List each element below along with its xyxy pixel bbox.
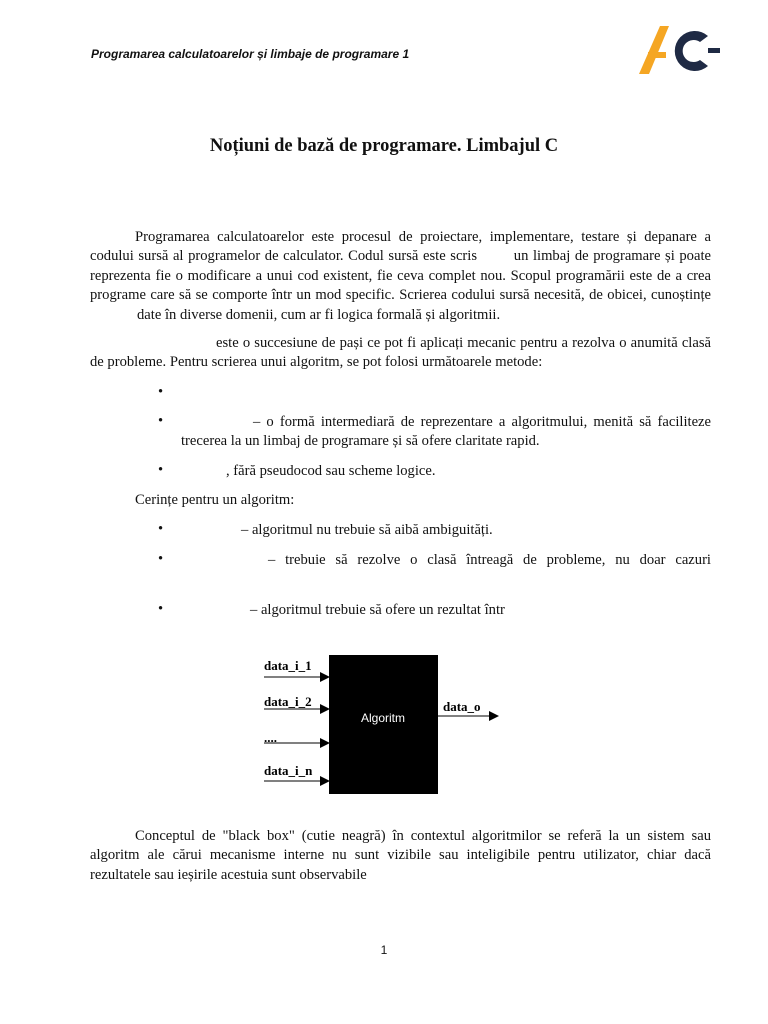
method-bullet-2: • [158,413,164,429]
black-box-paragraph [90,827,711,885]
requirements-heading: Cerințe pentru un algoritm: [135,492,295,508]
requirement-1-text: – algoritmul nu trebuie să aibă ambiguități. [241,522,493,538]
page-title: Noțiuni de bază de programare. Limbajul C [209,136,559,156]
intro-line-5: date în diverse domenii, cum ar fi logica formală și algoritmii. [137,306,501,323]
input-label-2: data_i_2 [264,694,312,709]
requirement-bullet-3: • [158,601,164,617]
black-box-diagram [262,650,502,800]
black-box-line-3: rezultatele sau ieșirile acestuia sunt observabile [90,866,367,883]
algorithm-definition [90,334,711,373]
intro-line-2: codului sursă al programelor de calculator. Codul sursă este scris un limbaj de programare și poate [90,248,711,265]
algorithm-box-label: Algoritm [360,711,406,725]
intro-line-4: programe care să se comporte într un mod specific. Scrierea codului sursă necesită, de obicei, cunoștințe [90,287,711,304]
requirement-2-text: – trebuie să rezolve o clasă întreagă de probleme, nu doar cazuri [268,552,711,568]
black-box-line-1: Conceptul de "black box" (cutie neagră) în contextul algoritmilor se referă la un sistem sau [135,828,711,844]
input-label-3: .... [264,730,277,745]
intro-line-3: reprezenta fie o modificare a unui cod existent, fie ceva complet nou. Scopul programării este de a crea [90,267,711,284]
requirement-bullet-2: • [158,551,164,567]
black-box-line-2: algoritm ale cărui mecanisme interne nu sunt vizibile sau inteligibile pentru utilizator, chiar dacă [90,847,711,864]
algorithm-def-line-2: de probleme. Pentru scrierea unui algoritm, se pot folosi următoarele metode: [90,354,543,371]
input-label-4: data_i_n [264,763,313,778]
requirement-bullet-1: • [158,521,164,537]
method-bullet-1: • [158,384,164,400]
ac-logo [636,22,722,78]
algorithm-def-line-1: este o succesiune de pași ce pot fi aplicați mecanic pentru a rezolva o anumită clasă [216,335,711,351]
page-number: 1 [380,943,388,957]
output-label: data_o [443,699,481,714]
method-2-text: – o formă intermediară de reprezentare a algoritmului, menită să faciliteze [253,414,711,430]
method-bullet-3: • [158,462,164,478]
document-header: Programarea calculatoarelor și limbaje de programare 1 [91,47,410,61]
method-2-text-cont: trecerea la un limbaj de programare și să ofere claritate rapid. [181,433,540,449]
method-3-text: , fără pseudocod sau scheme logice. [226,463,436,479]
requirement-3-text: – algoritmul trebuie să ofere un rezultat într [250,602,505,618]
input-label-1: data_i_1 [264,658,312,673]
intro-line-1: Programarea calculatoarelor este procesul de proiectare, implementare, testare și depanare a [135,229,711,245]
intro-paragraph [90,228,711,325]
